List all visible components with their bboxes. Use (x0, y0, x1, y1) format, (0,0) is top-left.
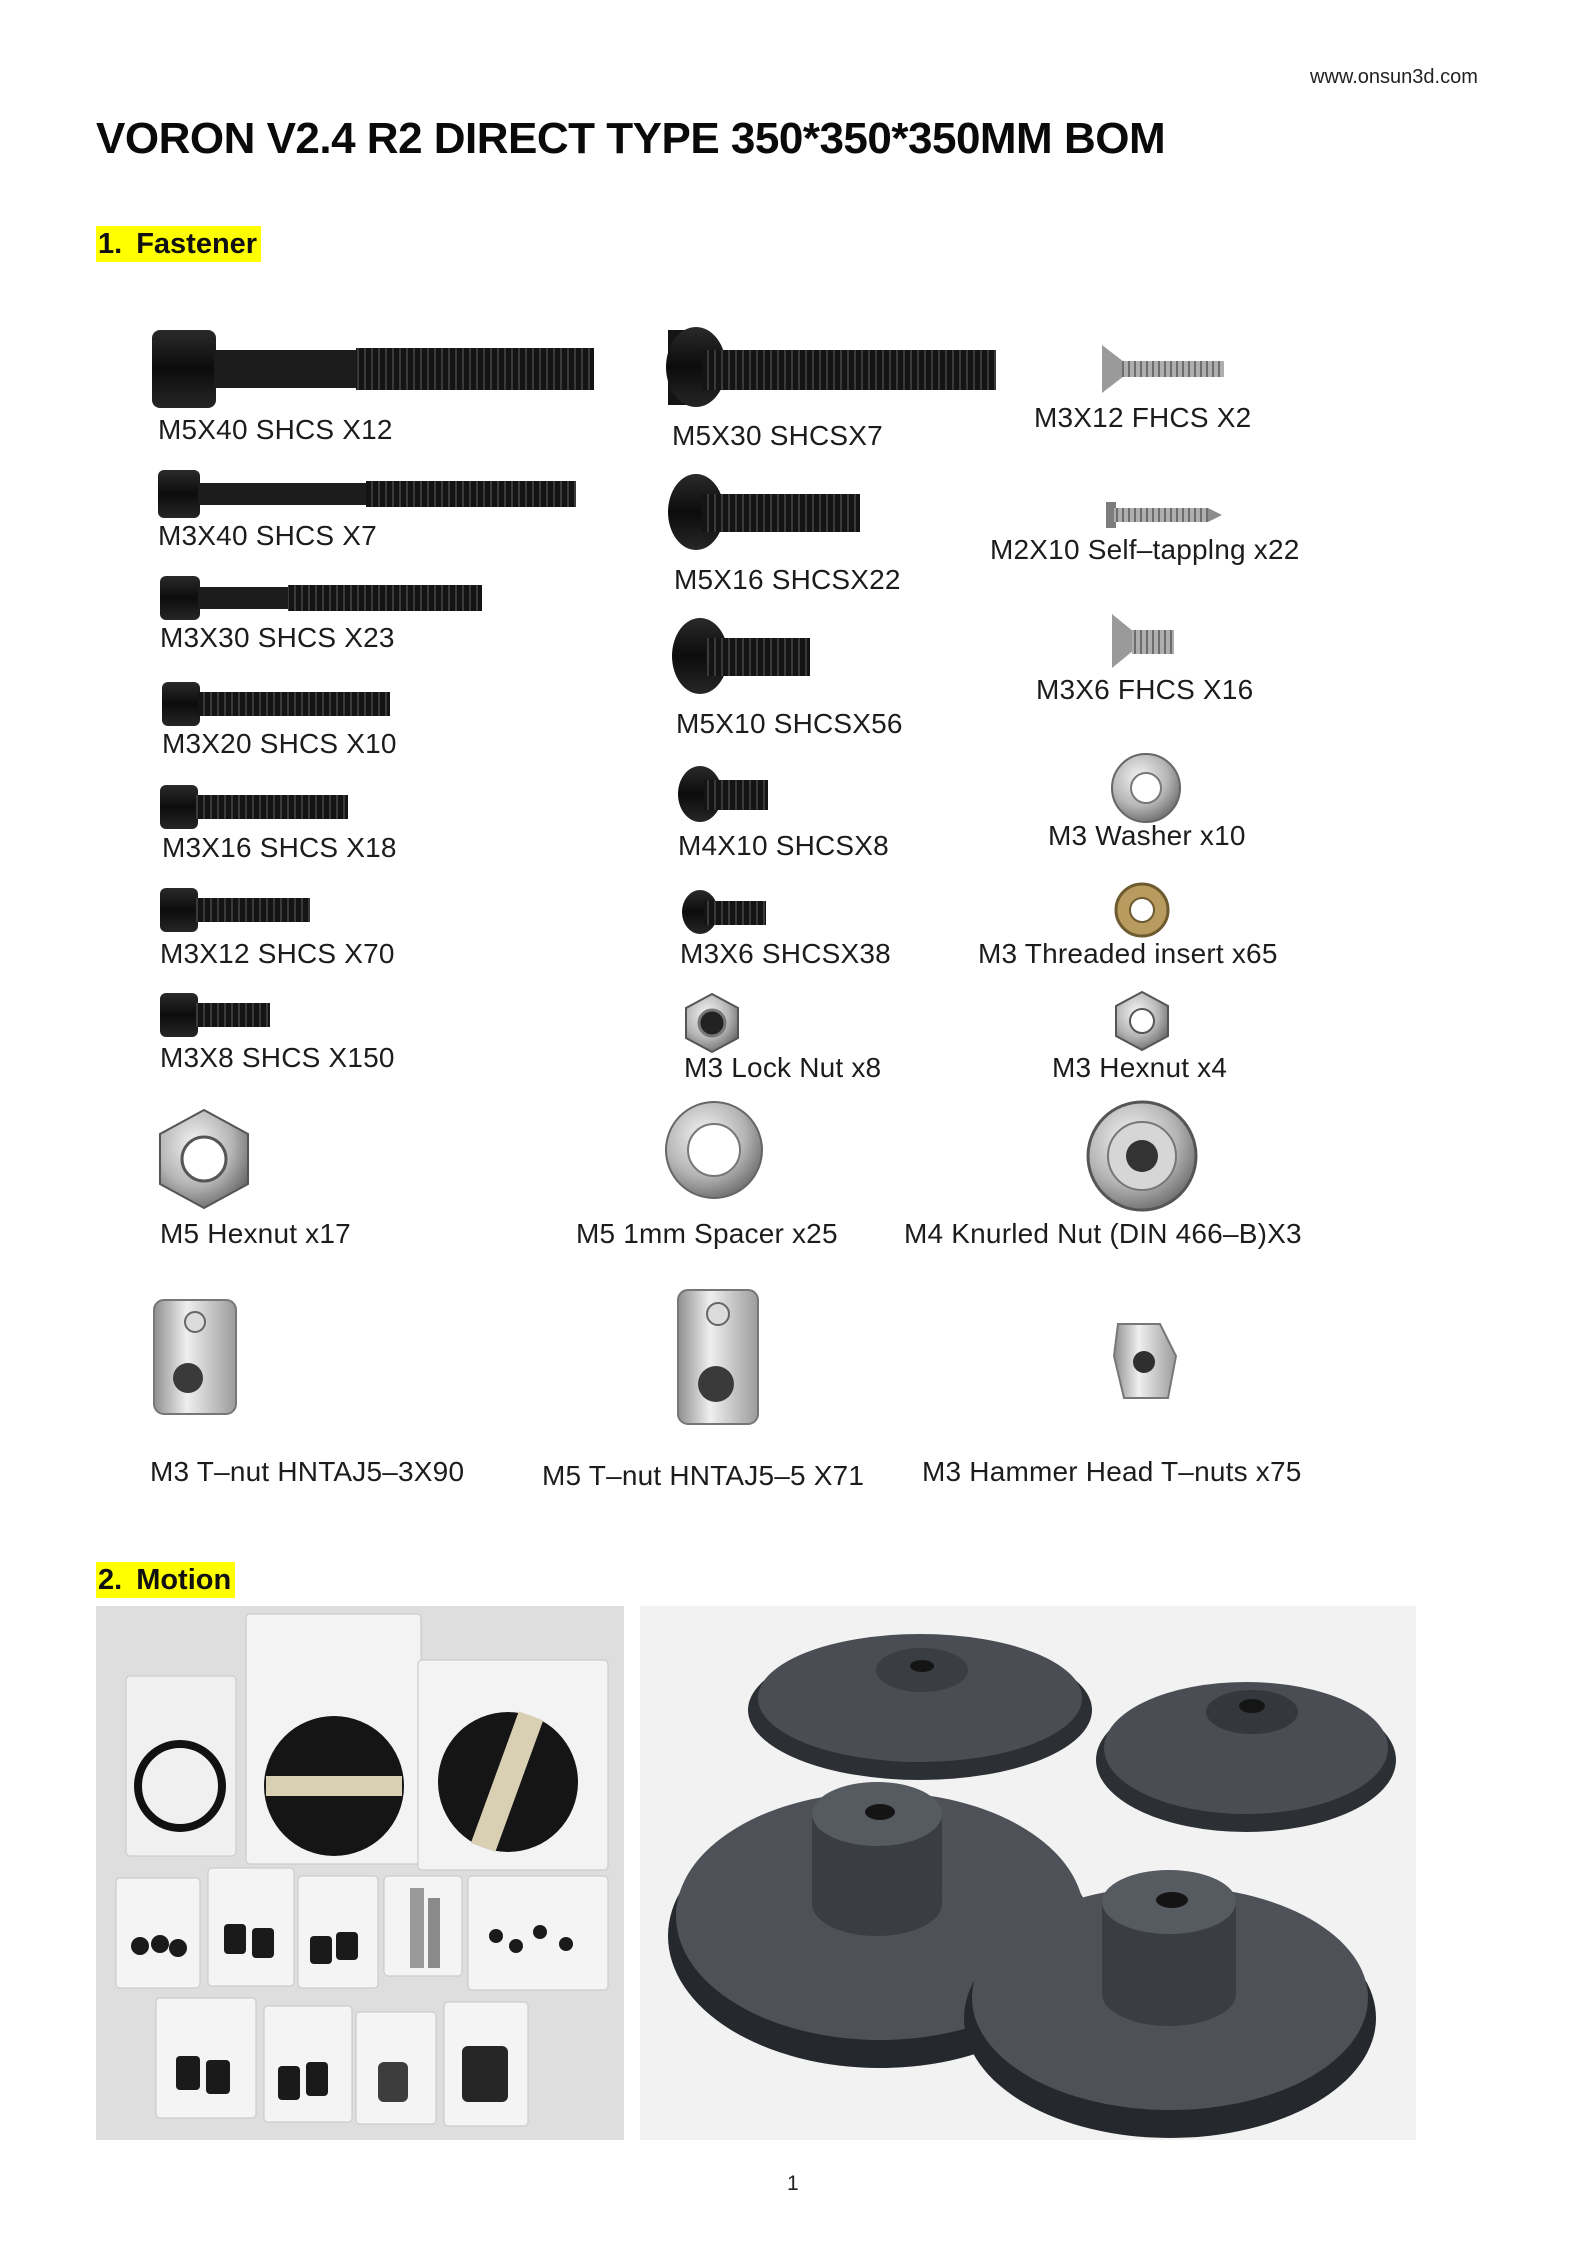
section-heading-motion (96, 1562, 235, 1598)
label-m5x10-shcs: M5X10 SHCSX56 (676, 708, 903, 739)
m3x6-bhcs-icon (682, 890, 766, 934)
m3-hexnut-small-icon (1116, 992, 1168, 1050)
label-m4-knurled-nut: M4 Knurled Nut (DIN 466–B)X3 (904, 1218, 1302, 1249)
m5x40-shcs-icon (152, 330, 594, 408)
section-number: 1. (98, 228, 123, 260)
m3x12-fhcs-icon (1102, 345, 1224, 393)
m3-lock-nut-icon (686, 994, 738, 1052)
pulleys-illustration (640, 1606, 1416, 2140)
m3x30-shcs-icon (160, 576, 482, 620)
label-m3-t-nut: M3 T–nut HNTAJ5–3X90 (150, 1456, 465, 1487)
label-m5-spacer: M5 1mm Spacer x25 (576, 1218, 838, 1249)
m4-knurled-nut-icon (1088, 1102, 1196, 1210)
label-m5-t-nut: M5 T–nut HNTAJ5–5 X71 (542, 1460, 865, 1491)
m3x12-shcs-icon (160, 888, 310, 932)
label-m3x6-shcs: M3X6 SHCSX38 (680, 938, 891, 969)
label-m3x20-shcs: M3X20 SHCS X10 (162, 728, 397, 759)
label-m3-washer: M3 Washer x10 (1048, 820, 1246, 851)
gt2-pulleys-photo (640, 1606, 1416, 2140)
label-m3x12-shcs: M3X12 SHCS X70 (160, 938, 395, 969)
m5x30-bhcs-icon (666, 327, 996, 407)
site-url[interactable]: www.onsun3d.com (1310, 66, 1478, 88)
label-m3x40-shcs: M3X40 SHCS X7 (158, 520, 377, 551)
label-m3x12-fhcs: M3X12 FHCS X2 (1034, 402, 1252, 433)
label-m2x10-self-tapping: M2X10 Self–tapplng x22 (990, 534, 1300, 565)
section-title: Fastener (136, 228, 258, 260)
label-m3-threaded-insert: M3 Threaded insert x65 (978, 938, 1278, 969)
m3-t-nut-icon (154, 1300, 236, 1414)
document-title: VORON V2.4 R2 DIRECT TYPE 350*350*350MM BOM (96, 114, 1166, 163)
label-m5x30-shcs: M5X30 SHCSX7 (672, 420, 883, 451)
m5-hexnut-icon (160, 1110, 248, 1208)
label-m3-lock-nut: M3 Lock Nut x8 (684, 1052, 882, 1083)
label-m5-hexnut: M5 Hexnut x17 (160, 1218, 351, 1249)
label-m3x6-fhcs: M3X6 FHCS X16 (1036, 674, 1254, 705)
m3x40-shcs-icon (158, 470, 576, 518)
label-m4x10-shcs: M4X10 SHCSX8 (678, 830, 889, 861)
m5-spacer-icon (666, 1102, 762, 1198)
label-m3-hexnut: M3 Hexnut x4 (1052, 1052, 1228, 1083)
m5x10-bhcs-icon (672, 618, 810, 694)
page-number: 1 (787, 2172, 799, 2195)
m4x10-bhcs-icon (678, 766, 768, 822)
label-m3-hammer-head-t-nuts: M3 Hammer Head T–nuts x75 (922, 1456, 1302, 1487)
m3x6-fhcs-icon (1112, 614, 1174, 668)
label-m5x40-shcs: M5X40 SHCS X12 (158, 414, 393, 445)
m2x10-self-tapping-icon (1106, 502, 1222, 528)
label-m5x16-shcs: M5X16 SHCSX22 (674, 564, 901, 595)
m3-hammer-head-t-nut-icon (1114, 1324, 1176, 1398)
m3x8-shcs-icon (160, 993, 270, 1037)
section-title: Motion (136, 1564, 232, 1596)
m5x16-bhcs-icon (668, 474, 860, 550)
m3-washer-icon (1112, 754, 1180, 822)
label-m3x16-shcs: M3X16 SHCS X18 (162, 832, 397, 863)
label-m3x30-shcs: M3X30 SHCS X23 (160, 622, 395, 653)
section-number: 2. (98, 1564, 123, 1596)
m5-t-nut-icon (678, 1290, 758, 1424)
bags-illustration (96, 1606, 624, 2140)
label-m3x8-shcs: M3X8 SHCS X150 (160, 1042, 395, 1073)
m3x20-shcs-icon (162, 682, 390, 726)
m3x16-shcs-icon (160, 785, 348, 829)
m3-threaded-insert-icon (1116, 884, 1168, 936)
motion-parts-bags-photo (96, 1606, 624, 2140)
